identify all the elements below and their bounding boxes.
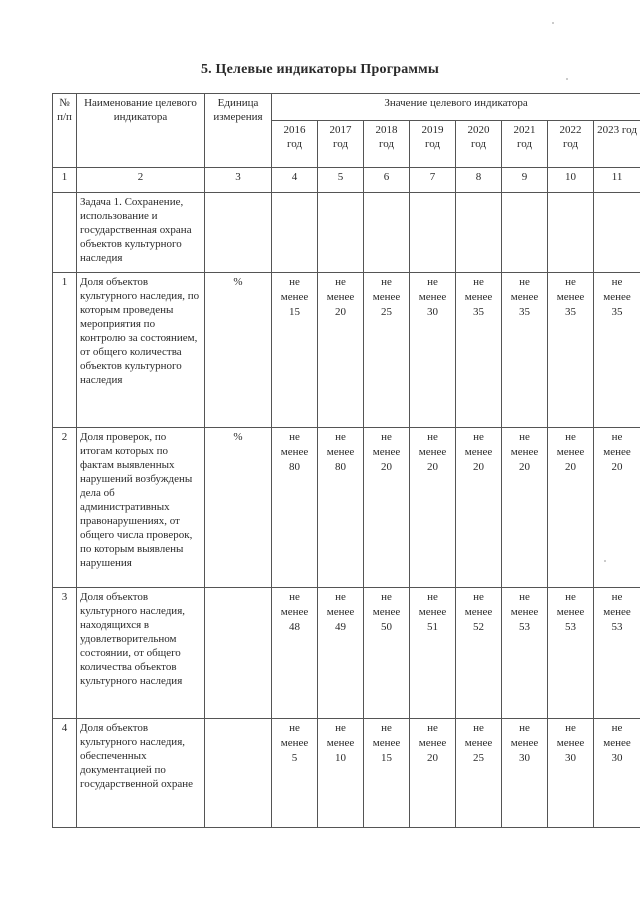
value-prefix-menee: менее [603, 737, 631, 749]
indicator-value: 20 [611, 461, 623, 473]
indicator-row [53, 588, 640, 719]
value-prefix-ne: не [519, 722, 530, 734]
indicator-value-cell [456, 273, 502, 428]
indicator-value-cell [548, 428, 594, 588]
column-number: 7 [410, 168, 456, 193]
indicator-value-cell [272, 428, 318, 588]
indicator-value: 35 [565, 306, 576, 318]
indicator-value-cell [410, 273, 456, 428]
value-prefix-menee: менее [372, 291, 401, 303]
empty-cell [502, 193, 548, 273]
indicator-value-cell [502, 719, 548, 828]
value-prefix-ne: не [427, 591, 438, 603]
header-value-group: Значение целевого индикатора [272, 94, 640, 121]
indicator-value-cell [410, 588, 456, 719]
indicator-value: 20 [335, 306, 346, 318]
value-prefix-menee: менее [326, 737, 355, 749]
indicator-value: 35 [473, 306, 484, 318]
indicator-value: 20 [427, 752, 438, 764]
value-prefix-ne: не [565, 722, 576, 734]
indicator-row [53, 719, 640, 828]
value-prefix-menee: менее [326, 291, 355, 303]
value-prefix-menee: менее [418, 606, 447, 618]
indicator-value-cell [548, 273, 594, 428]
indicator-value: 51 [427, 621, 438, 633]
indicator-unit [205, 588, 272, 719]
indicator-value-cell [456, 428, 502, 588]
indicator-value-cell [410, 719, 456, 828]
header-year: 2016 год [272, 121, 318, 168]
header-year: 2019 год [410, 121, 456, 168]
indicator-value: 80 [289, 461, 300, 473]
indicator-value-cell [456, 719, 502, 828]
column-number: 8 [456, 168, 502, 193]
value-prefix-ne: не [611, 722, 623, 734]
indicator-value: 30 [519, 752, 530, 764]
column-number: 3 [205, 168, 272, 193]
indicator-value: 15 [289, 306, 300, 318]
value-prefix-menee: менее [603, 291, 631, 303]
value-prefix-ne: не [381, 722, 392, 734]
value-prefix-menee: менее [280, 737, 309, 749]
empty-cell [410, 193, 456, 273]
value-prefix-menee: менее [464, 737, 493, 749]
indicator-unit: % [205, 273, 272, 428]
header-name: Наименование целевого индикатора [77, 94, 205, 168]
empty-cell [272, 193, 318, 273]
value-prefix-menee: менее [326, 446, 355, 458]
indicator-value: 35 [611, 306, 623, 318]
indicator-value-cell [594, 588, 640, 719]
indicator-value: 53 [611, 621, 623, 633]
indicator-value: 49 [335, 621, 346, 633]
value-prefix-menee: менее [372, 446, 401, 458]
empty-cell [318, 193, 364, 273]
value-prefix-menee: менее [556, 446, 585, 458]
value-prefix-menee: менее [603, 606, 631, 618]
indicator-value: 5 [291, 752, 298, 764]
header-row [53, 94, 640, 121]
value-prefix-menee: менее [603, 446, 631, 458]
value-prefix-ne: не [565, 591, 576, 603]
value-prefix-menee: менее [280, 606, 309, 618]
indicator-num: 4 [53, 719, 77, 828]
indicator-value: 20 [519, 461, 530, 473]
value-prefix-menee: менее [510, 737, 539, 749]
value-prefix-menee: менее [464, 291, 493, 303]
value-prefix-ne: не [519, 276, 530, 288]
value-prefix-ne: не [289, 276, 300, 288]
header-unit: Единица измерения [205, 94, 272, 168]
empty-cell [548, 193, 594, 273]
value-prefix-ne: не [289, 591, 300, 603]
column-numbers-row [53, 168, 640, 193]
indicator-value: 35 [519, 306, 530, 318]
column-number: 11 [594, 168, 640, 193]
header-year: 2022 год [548, 121, 594, 168]
indicator-value: 15 [381, 752, 392, 764]
indicator-value-cell [272, 273, 318, 428]
value-prefix-ne: не [289, 722, 300, 734]
indicator-value: 20 [381, 461, 392, 473]
indicator-value-cell [364, 719, 410, 828]
indicator-value-cell [594, 719, 640, 828]
empty-cell [456, 193, 502, 273]
indicator-value-cell [272, 588, 318, 719]
task-row [53, 193, 640, 273]
value-prefix-ne: не [519, 431, 530, 443]
value-prefix-ne: не [565, 431, 576, 443]
indicator-value-cell [318, 428, 364, 588]
value-prefix-menee: менее [464, 446, 493, 458]
value-prefix-menee: менее [326, 606, 355, 618]
indicator-value-cell [364, 428, 410, 588]
value-prefix-menee: менее [418, 291, 447, 303]
indicator-value: 30 [565, 752, 576, 764]
value-prefix-menee: менее [280, 446, 309, 458]
indicator-name: Доля объектов культурного наследия, находящихся в удовлетворительном состоянии, от общего количества объектов культурного наследия [77, 588, 205, 719]
indicator-value-cell [456, 588, 502, 719]
column-number: 6 [364, 168, 410, 193]
value-prefix-menee: менее [556, 737, 585, 749]
indicator-value: 30 [427, 306, 438, 318]
column-number: 2 [77, 168, 205, 193]
value-prefix-ne: не [289, 431, 300, 443]
value-prefix-ne: не [473, 276, 484, 288]
header-year: 2023 год [594, 121, 640, 168]
indicator-value-cell [594, 428, 640, 588]
value-prefix-ne: не [611, 431, 623, 443]
value-prefix-ne: не [611, 591, 623, 603]
value-prefix-ne: не [611, 276, 623, 288]
header-num: № п/п [53, 94, 77, 168]
indicator-value: 20 [565, 461, 576, 473]
indicator-value-cell [318, 588, 364, 719]
indicator-value: 80 [335, 461, 346, 473]
value-prefix-menee: менее [372, 737, 401, 749]
value-prefix-menee: менее [418, 737, 447, 749]
indicator-value: 20 [473, 461, 484, 473]
indicator-value-cell [548, 719, 594, 828]
empty-cell [364, 193, 410, 273]
value-prefix-menee: менее [510, 291, 539, 303]
value-prefix-menee: менее [510, 606, 539, 618]
indicator-value-cell [272, 719, 318, 828]
indicator-value: 52 [473, 621, 484, 633]
indicator-value: 53 [565, 621, 576, 633]
column-number: 1 [53, 168, 77, 193]
indicator-value-cell [410, 428, 456, 588]
value-prefix-menee: менее [280, 291, 309, 303]
indicator-value: 50 [381, 621, 392, 633]
indicator-value-cell [318, 273, 364, 428]
indicator-value: 30 [611, 752, 623, 764]
value-prefix-menee: менее [556, 291, 585, 303]
indicator-value: 25 [473, 752, 484, 764]
indicator-name: Доля объектов культурного наследия, обеспеченных документацией по государственной охране [77, 719, 205, 828]
value-prefix-ne: не [335, 591, 346, 603]
value-prefix-ne: не [381, 591, 392, 603]
value-prefix-ne: не [381, 431, 392, 443]
task-unit-cell [205, 193, 272, 273]
header-year: 2017 год [318, 121, 364, 168]
task-label: Задача 1. Сохранение, использование и государственная охрана объектов культурного наследия [77, 193, 205, 273]
empty-cell [594, 193, 640, 273]
scan-speck [552, 22, 554, 24]
value-prefix-ne: не [335, 431, 346, 443]
value-prefix-menee: менее [556, 606, 585, 618]
indicator-value-cell [502, 588, 548, 719]
value-prefix-ne: не [473, 431, 484, 443]
indicator-value-cell [502, 428, 548, 588]
indicator-value: 10 [335, 752, 346, 764]
indicator-value: 25 [381, 306, 392, 318]
indicator-value: 48 [289, 621, 300, 633]
indicators-table [52, 93, 640, 828]
indicator-row [53, 273, 640, 428]
value-prefix-ne: не [427, 276, 438, 288]
value-prefix-ne: не [335, 722, 346, 734]
task-num-cell [53, 193, 77, 273]
indicator-value: 20 [427, 461, 438, 473]
value-prefix-ne: не [473, 722, 484, 734]
value-prefix-ne: не [427, 722, 438, 734]
header-year: 2020 год [456, 121, 502, 168]
indicator-value-cell [318, 719, 364, 828]
page-title: 5. Целевые индикаторы Программы [200, 62, 440, 77]
scan-speck [566, 78, 568, 80]
column-number: 5 [318, 168, 364, 193]
indicator-row [53, 428, 640, 588]
header-year: 2018 год [364, 121, 410, 168]
header-year: 2021 год [502, 121, 548, 168]
scan-speck [604, 560, 606, 562]
indicator-num: 1 [53, 273, 77, 428]
indicator-num: 2 [53, 428, 77, 588]
value-prefix-ne: не [427, 431, 438, 443]
indicator-unit [205, 719, 272, 828]
indicator-value-cell [364, 588, 410, 719]
value-prefix-ne: не [473, 591, 484, 603]
column-number: 9 [502, 168, 548, 193]
indicator-value-cell [502, 273, 548, 428]
indicator-value-cell [594, 273, 640, 428]
value-prefix-menee: менее [464, 606, 493, 618]
value-prefix-ne: не [335, 276, 346, 288]
column-number: 4 [272, 168, 318, 193]
indicator-value-cell [548, 588, 594, 719]
indicator-name: Доля проверок, по итогам которых по фактам выявленных нарушений возбуждены дела об административных правонарушениях, от общего числа проверок, по которым выявлены нарушения [77, 428, 205, 588]
indicator-value-cell [364, 273, 410, 428]
value-prefix-menee: менее [372, 606, 401, 618]
indicator-unit: % [205, 428, 272, 588]
value-prefix-ne: не [381, 276, 392, 288]
value-prefix-ne: не [519, 591, 530, 603]
indicator-num: 3 [53, 588, 77, 719]
indicator-name: Доля объектов культурного наследия, по которым проведены мероприятия по контролю за состоянием, от общего количества объектов культурного наследия [77, 273, 205, 428]
value-prefix-ne: не [565, 276, 576, 288]
value-prefix-menee: менее [510, 446, 539, 458]
indicator-value: 53 [519, 621, 530, 633]
value-prefix-menee: менее [418, 446, 447, 458]
column-number: 10 [548, 168, 594, 193]
